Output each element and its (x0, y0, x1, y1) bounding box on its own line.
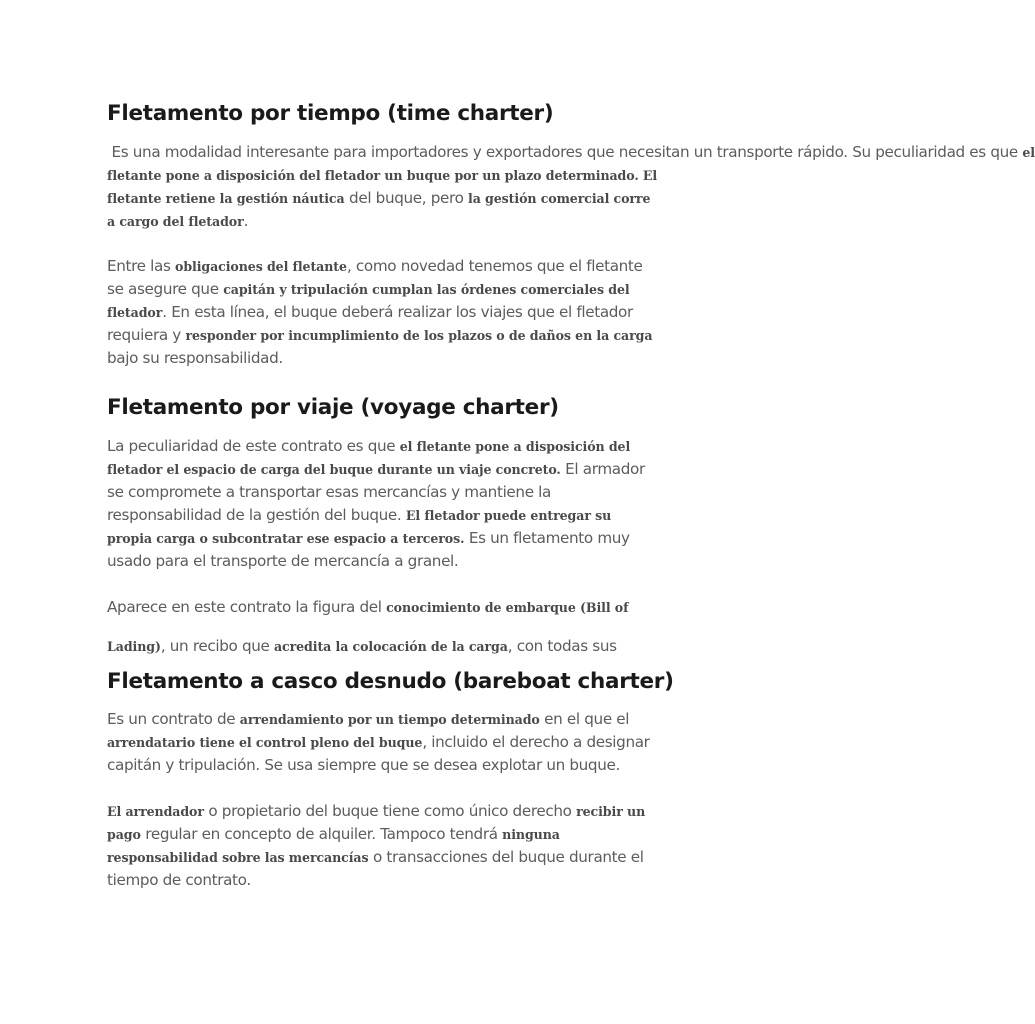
paragraph-time-charter-obligations: Entre las obligaciones del fletante, como novedad tenemos que el fletante se asegure que capitán y tripulación cumplan las órdenes comerciales del fletador. En esta línea, el buque deberá realizar los viajes que el fletador requiera y responder por incumplimiento de los plazos o de daños en la carga bajo su responsabilidad. (107, 257, 653, 367)
section-heading-voyage-charter: Fletamento por viaje (voyage charter) (107, 395, 559, 420)
section-heading-bareboat-charter: Fletamento a casco desnudo (bareboat charter) (107, 669, 674, 694)
section-heading-time-charter: Fletamento por tiempo (time charter) (107, 101, 554, 126)
paragraph-bareboat-charter-owner: El arrendador o propietario del buque tiene como único derecho recibir un pago regular en concepto de alquiler. Tampoco tendrá ninguna responsabilidad sobre las mercancías o transacciones del buque durante el tiempo de contrato. (107, 802, 646, 889)
paragraph-voyage-charter-intro: La peculiaridad de este contrato es que el fletante pone a disposición del fletador el espacio de carga del buque durante un viaje concreto. El armador se compromete a transportar esas mercancías y mantiene la responsabilidad de la gestión del buque. El fletador puede entregar su propia carga o subcontratar ese espacio a terceros. Es un fletamento muy usado para el transporte de mercancía a granel. (107, 437, 645, 570)
paragraph-voyage-charter-bill-of-lading: Aparece en este contrato la figura del conocimiento de embarque (Bill of Lading), un recibo que acredita la colocación de la carga, con todas sus (107, 598, 629, 655)
paragraph-bareboat-charter-intro: Es un contrato de arrendamiento por un tiempo determinado en el que el arrendatario tiene el control pleno del buque, incluido el derecho a designar capitán y tripulación. Se usa siempre que se desea explotar un buque. (107, 710, 650, 774)
paragraph-time-charter-intro: Es una modalidad interesante para importadores y exportadores que necesitan un transporte rápido. Su peculiaridad es que el fletante pone a disposición del fletador un buque por un plazo determinado. El fletante retiene la gestión náutica del buque, pero la gestión comercial corre a cargo del fletador. (107, 143, 1035, 230)
